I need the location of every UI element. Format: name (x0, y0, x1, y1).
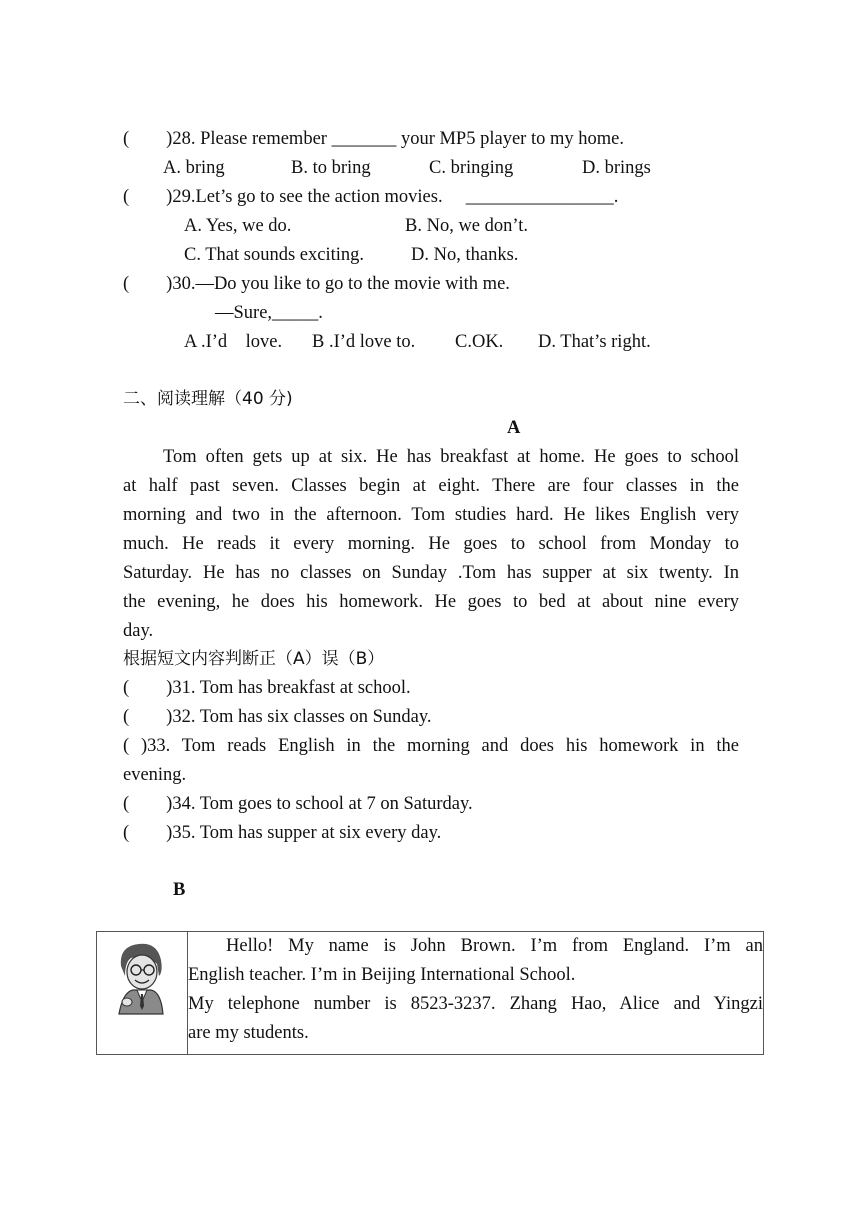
q29-stem: ( )29.Let’s go to see the action movies. ________________. (123, 187, 619, 207)
q33-line-2: evening. (123, 765, 187, 785)
q29-option-d: D. No, thanks. (411, 245, 519, 265)
passage-a-line-6: the evening, he does his homework. He goes to bed at about nine every (123, 592, 739, 612)
q29-option-c: C. That sounds exciting. (184, 245, 365, 265)
teacher-cartoon-icon (97, 932, 187, 1048)
q30-option-a: A .I’d love. (184, 332, 283, 352)
teacher-intro-cell (188, 932, 764, 1055)
card-line-4: are my students. (188, 1023, 309, 1043)
q30-option-c: C.OK. (455, 332, 504, 352)
passage-a-line-1: Tom often gets up at six. He has breakfast at home. He goes to school (163, 447, 739, 467)
q29-option-a: A. Yes, we do. (184, 216, 292, 236)
q28-option-b: B. to bring (291, 158, 371, 178)
q34: ( )34. Tom goes to school at 7 on Saturday. (123, 794, 473, 814)
card-line-3: My telephone number is 8523-3237. Zhang Hao, Alice and Yingzi (188, 994, 763, 1014)
passage-b-label: B (173, 880, 186, 900)
teacher-picture-cell (97, 932, 188, 1055)
q30-reply: —Sure,_____. (215, 303, 323, 323)
q29-option-b: B. No, we don’t. (405, 216, 528, 236)
q31: ( )31. Tom has breakfast at school. (123, 678, 411, 698)
q28-option-d: D. brings (582, 158, 651, 178)
q30-option-b: B .I’d love to. (312, 332, 416, 352)
passage-a-line-3: morning and two in the afternoon. Tom studies hard. He likes English very (123, 505, 739, 525)
passage-b-card (96, 931, 764, 1055)
q28-option-a: A. bring (163, 158, 225, 178)
instruction: 根据短文内容判断正（A）误（B） (123, 649, 385, 669)
passage-a-line-2: at half past seven. Classes begin at eight. There are four classes in the (123, 476, 739, 496)
card-line-2: English teacher. I’m in Beijing International School. (188, 965, 576, 985)
passage-a-line-5: Saturday. He has no classes on Sunday .Tom has supper at six twenty. In (123, 563, 739, 583)
q30-stem: ( )30.—Do you like to go to the movie with me. (123, 274, 510, 294)
q30-option-d: D. That’s right. (538, 332, 651, 352)
card-line-1: Hello! My name is John Brown. I’m from England. I’m an (226, 936, 763, 956)
q28-option-c: C. bringing (429, 158, 514, 178)
q33-line-1: ( )33. Tom reads English in the morning and does his homework in the (123, 736, 739, 756)
q32: ( )32. Tom has six classes on Sunday. (123, 707, 432, 727)
passage-a-label: A (507, 418, 521, 438)
passage-a-line-7: day. (123, 621, 154, 641)
q28-stem: ( )28. Please remember _______ your MP5 player to my home. (123, 129, 624, 149)
section-heading: 二、阅读理解（40 分) (123, 389, 293, 409)
passage-a-line-4: much. He reads it every morning. He goes to school from Monday to (123, 534, 739, 554)
q35: ( )35. Tom has supper at six every day. (123, 823, 442, 843)
